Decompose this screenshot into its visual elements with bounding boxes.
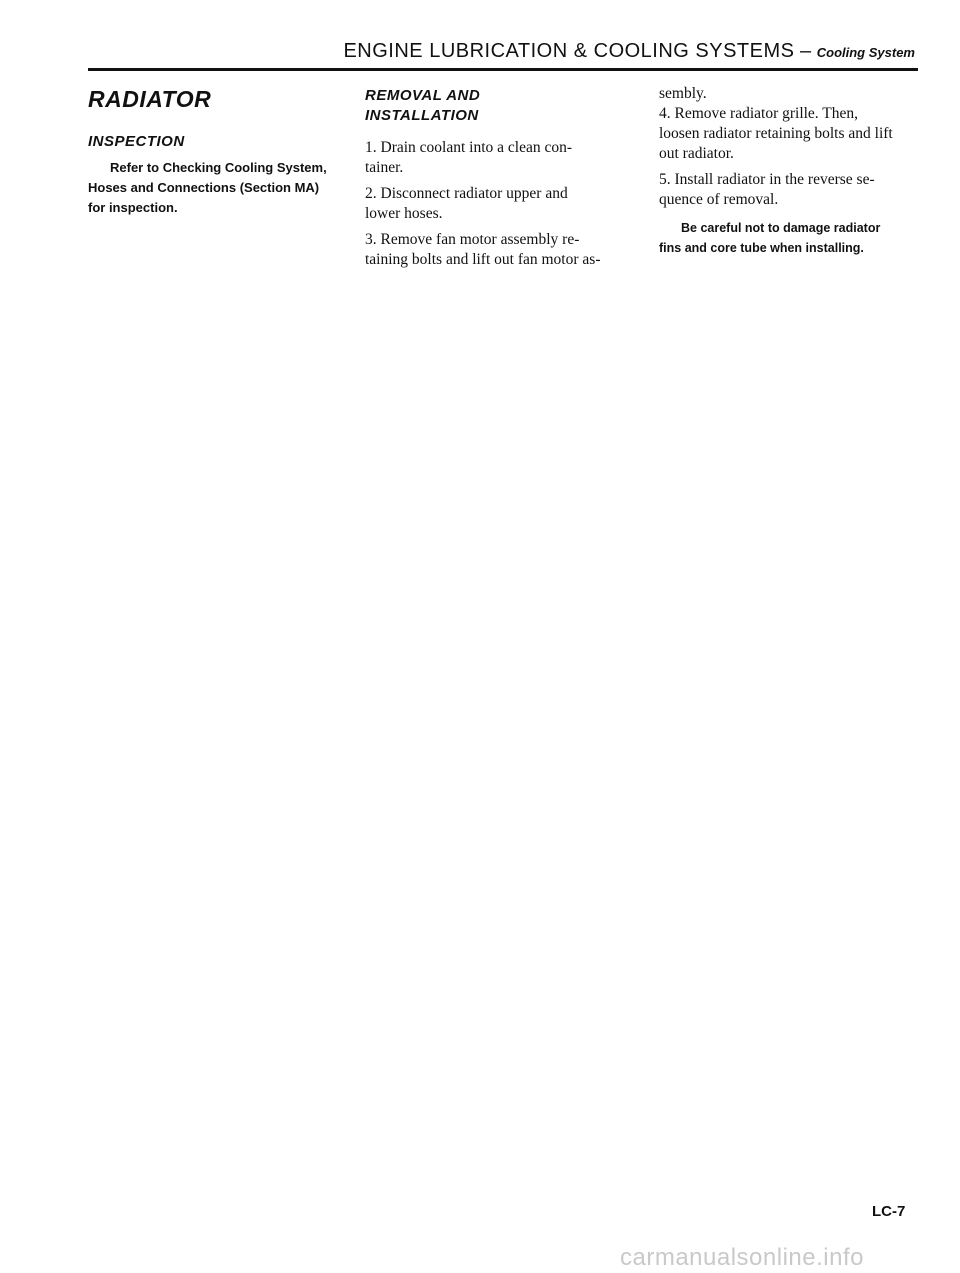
watermark-text: carmanualsonline.info xyxy=(620,1244,864,1271)
section-heading-radiator: RADIATOR xyxy=(88,86,212,112)
inspection-text-line: for inspection. xyxy=(88,200,178,215)
header-subtitle: Cooling System xyxy=(816,45,915,60)
caution-note-line: Be careful not to damage radiator xyxy=(681,221,881,235)
step-5-line: quence of removal. xyxy=(659,191,779,208)
subheading-installation: INSTALLATION xyxy=(365,107,479,124)
header-dash: – xyxy=(794,40,817,62)
running-header xyxy=(0,40,915,63)
right-column xyxy=(659,78,919,258)
header-rule xyxy=(88,68,918,71)
page-number: LC-7 xyxy=(872,1203,906,1220)
step-3-line: taining bolts and lift out fan motor as- xyxy=(365,251,601,268)
subheading-inspection: INSPECTION xyxy=(88,133,185,150)
step-3-line: 3. Remove fan motor assembly re- xyxy=(365,231,580,248)
middle-column xyxy=(365,78,630,270)
step-5-line: 5. Install radiator in the reverse se- xyxy=(659,171,875,188)
left-column xyxy=(88,78,338,218)
step-4-line: out radiator. xyxy=(659,145,734,162)
step-2-line: lower hoses. xyxy=(365,205,443,222)
inspection-text-line: Hoses and Connections (Section MA) xyxy=(88,180,320,195)
caution-note-line: fins and core tube when installing. xyxy=(659,241,864,255)
step-3-continued-line: sembly. xyxy=(659,85,707,102)
step-4-line: 4. Remove radiator grille. Then, xyxy=(659,105,859,122)
step-4-line: loosen radiator retaining bolts and lift xyxy=(659,125,893,142)
step-2-line: 2. Disconnect radiator upper and xyxy=(365,185,568,202)
step-1-line: tainer. xyxy=(365,159,404,176)
inspection-text-line: Refer to Checking Cooling System, xyxy=(110,160,327,175)
subheading-removal: REMOVAL AND xyxy=(365,87,481,104)
header-title: ENGINE LUBRICATION & COOLING SYSTEMS xyxy=(343,40,795,62)
step-1-line: 1. Drain coolant into a clean con- xyxy=(365,139,573,156)
